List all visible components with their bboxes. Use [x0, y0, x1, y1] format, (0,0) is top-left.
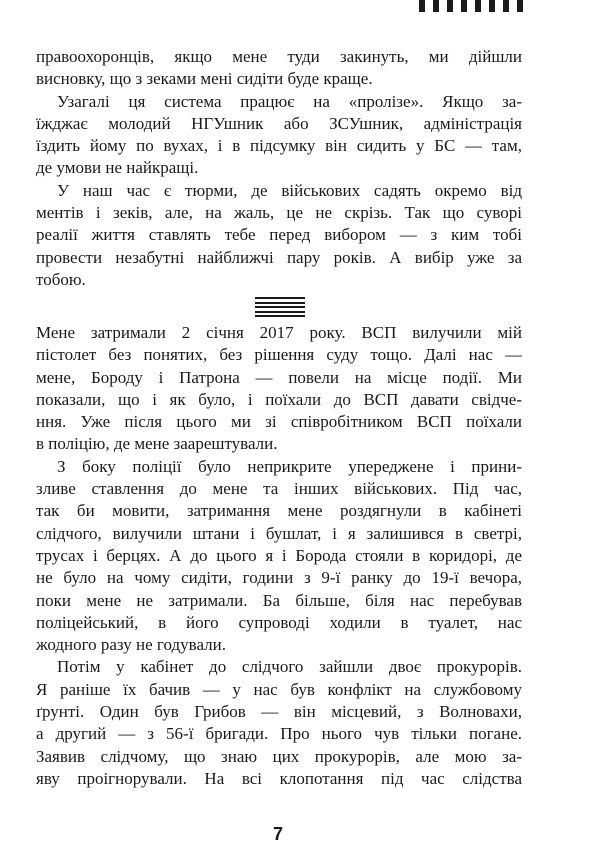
text-line: поліцейський, в його супроводі ходили в туалет, нас: [36, 612, 522, 632]
text-line: мене, Бороду і Патрона — повели на місце події. Ми: [36, 367, 522, 387]
text-line: правоохоронців, якщо мене туди закинуть, ми дійшли: [36, 47, 522, 66]
text-line: Мене затримали 2 січня 2017 року. ВСП вилучили мій: [36, 323, 522, 342]
text-line: яву проігнорували. На всі клопотання під час слідства: [36, 768, 522, 788]
text-line: висновку, що з зеками мені сидіти буде краще.: [36, 69, 373, 89]
text-line: їжджає молодий НГУшник або ЗСУшник, адміністрація: [36, 113, 522, 133]
paragraph: [36, 180, 522, 291]
text-line: поки мене не затримали. Ба більше, біля нас перебував: [36, 590, 522, 610]
page-number: 7: [272, 824, 283, 844]
text-line: зливе ставлення до мене та інших військових. Під час,: [36, 479, 522, 499]
text-line: в поліцію, де мене заарештували.: [36, 434, 278, 454]
text-line: провести незабутні найближчі пару років. А вибір уже за: [36, 247, 522, 267]
text-block-2: [36, 322, 522, 790]
paragraph: [36, 656, 522, 790]
text-line: Узагалі ця система працює на «пролізе». Якщо за-: [57, 91, 522, 111]
header-decoration-bars: [419, 0, 523, 12]
text-line: Я раніше їх бачив — у нас був конфлікт на службовому: [36, 679, 522, 699]
section-separator: [255, 297, 305, 317]
text-line: ґрунті. Один був Грибов — він місцевий, з Волновахи,: [36, 702, 522, 722]
text-line: Потім у кабінет до слідчого зайшли двоє прокурорів.: [57, 657, 522, 677]
paragraph: [36, 46, 522, 91]
text-block-1: [36, 46, 522, 291]
text-line: а другий — з 56-ї бригади. Про нього чув тільки погане.: [36, 724, 522, 744]
paragraph: [36, 456, 522, 657]
text-line: З боку поліції було неприкрите упереджене і прини-: [57, 456, 522, 476]
text-line: так би мовити, затримання мене роздягнули в кабінеті: [36, 501, 522, 521]
text-line: ментів і зеків, але, на жаль, це не скрізь. Так що суворі: [36, 203, 522, 223]
text-line: показали, що і як було, і поїхали до ВСП давати свідче-: [36, 389, 522, 409]
text-line: тобою.: [36, 269, 86, 289]
text-line: пістолет без понятих, без рішення суду тощо. Далі нас —: [36, 345, 522, 365]
paragraph: [36, 91, 522, 180]
text-line: їздить йому по вухах, і в підсумку він сидить у БС — там,: [36, 136, 522, 156]
text-line: де умови не найкращі.: [36, 158, 199, 178]
paragraph: [36, 322, 522, 456]
text-line: Заявив слідчому, що знаю цих прокурорів, але мою за-: [36, 746, 522, 766]
text-line: ння. Уже після цього ми зі співробітником ВСП поїхали: [36, 412, 522, 432]
text-line: У наш час є тюрми, де військових садять окремо від: [57, 180, 522, 200]
text-line: не було на чому сидіти, години з 9-ї ранку до 19-ї вечора,: [36, 568, 522, 588]
text-line: реалії життя ставлять тебе перед вибором — з ким тобі: [36, 225, 522, 245]
text-line: слідчого, вилучили штани і бушлат, і я залишився в светрі,: [36, 523, 522, 543]
text-line: трусах і берцях. А до цього я і Борода стояли в коридорі, де: [36, 545, 522, 565]
text-line: жодного разу не годували.: [36, 635, 226, 655]
